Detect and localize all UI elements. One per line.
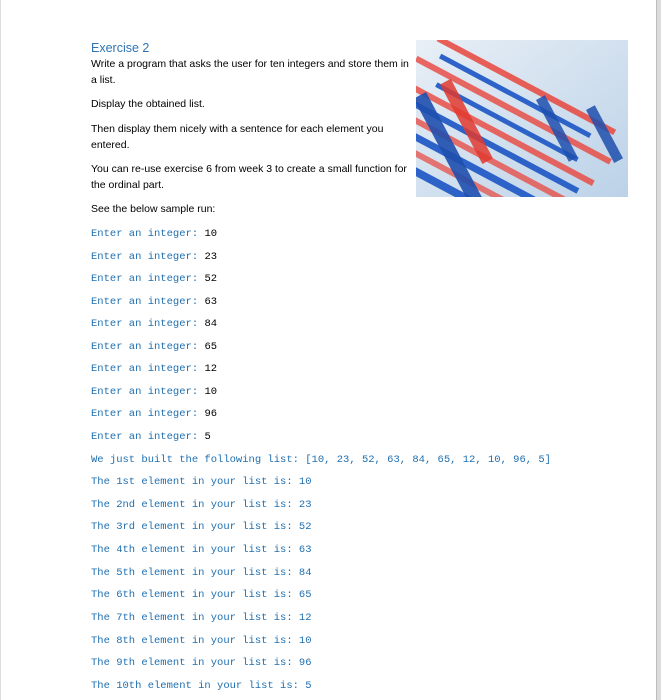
sample-run-element-line: The 3rd element in your list is: 52 bbox=[91, 521, 312, 533]
document-page bbox=[1, 0, 657, 700]
sample-run-list-line: We just built the following list: [10, 23, 52, 63, 84, 65, 12, 10, 96, 5] bbox=[91, 454, 551, 466]
sample-run-element-line: The 2nd element in your list is: 23 bbox=[91, 499, 312, 511]
instruction-paragraph: Display the obtained list. bbox=[91, 98, 205, 110]
sample-run-input-line: Enter an integer: 12 bbox=[91, 363, 218, 375]
sample-run-input-line: Enter an integer: 65 bbox=[91, 341, 218, 353]
sample-run-element-line: The 6th element in your list is: 65 bbox=[91, 589, 312, 601]
sample-run-element-line: The 1st element in your list is: 10 bbox=[91, 476, 312, 488]
sample-run-element-line: The 8th element in your list is: 10 bbox=[91, 635, 312, 647]
sample-run-element-line: The 9th element in your list is: 96 bbox=[91, 657, 312, 669]
sample-run-element-line: The 4th element in your list is: 63 bbox=[91, 544, 312, 556]
instruction-paragraph: Then display them nicely with a sentence for each element you entered. bbox=[91, 123, 384, 151]
sample-run-element-line: The 10th element in your list is: 5 bbox=[91, 680, 312, 692]
instruction-paragraph: Write a program that asks the user for ten integers and store them in a list. bbox=[91, 58, 409, 86]
sample-run-input-line: Enter an integer: 63 bbox=[91, 296, 218, 308]
sample-run-input-line: Enter an integer: 96 bbox=[91, 408, 218, 420]
sample-run-input-line: Enter an integer: 84 bbox=[91, 318, 218, 330]
sample-run-element-line: The 7th element in your list is: 12 bbox=[91, 612, 312, 624]
sample-run-input-line: Enter an integer: 10 bbox=[91, 386, 218, 398]
sample-run-input-line: Enter an integer: 10 bbox=[91, 228, 218, 240]
code-listing-photo-icon bbox=[416, 40, 628, 197]
sample-run-input-line: Enter an integer: 23 bbox=[91, 251, 218, 263]
sample-run-input-line: Enter an integer: 5 bbox=[91, 431, 211, 443]
sample-run-element-line: The 5th element in your list is: 84 bbox=[91, 567, 312, 579]
instruction-paragraph: You can re-use exercise 6 from week 3 to create a small function for the ordinal part. bbox=[91, 163, 407, 191]
sample-run-input-line: Enter an integer: 52 bbox=[91, 273, 218, 285]
exercise-title: Exercise 2 bbox=[91, 41, 150, 55]
instruction-paragraph: See the below sample run: bbox=[91, 203, 216, 215]
